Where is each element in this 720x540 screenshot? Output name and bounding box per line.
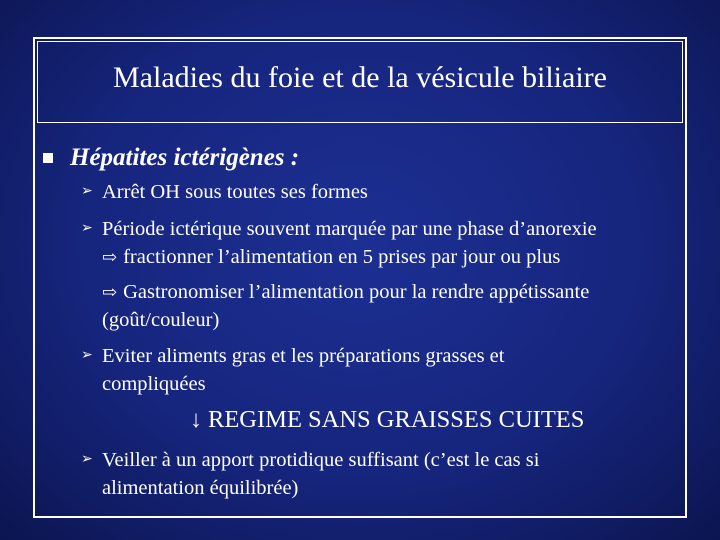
bullet-text: Période ictérique souvent marquée par une phase d’anorexie bbox=[102, 218, 597, 240]
arrowhead-bullet-icon: ➢ bbox=[81, 348, 93, 363]
arrowhead-bullet-icon: ➢ bbox=[81, 184, 93, 199]
arrowhead-bullet-icon: ➢ bbox=[81, 221, 93, 236]
bullet-text: alimentation équilibrée) bbox=[102, 477, 299, 499]
bullet-text: Arrêt OH sous toutes ses formes bbox=[102, 181, 368, 203]
hollow-right-arrow-icon: ⇨ bbox=[102, 247, 118, 267]
bullet-text: Eviter aliments gras et les préparations grasses et bbox=[102, 345, 505, 367]
section-heading: Hépatites ictérigènes : bbox=[70, 144, 300, 171]
continuation-line: ⇨ Gastronomiser l’alimentation pour la rendre appétissante bbox=[102, 281, 590, 303]
down-arrow-icon: ↓ bbox=[190, 407, 202, 433]
bullet-text: Veiller à un apport protidique suffisant (c’est le cas si bbox=[102, 449, 540, 471]
arrowhead-bullet-icon: ➢ bbox=[81, 452, 93, 467]
hollow-right-arrow-icon: ⇨ bbox=[102, 282, 118, 302]
regime-line: ↓ REGIME SANS GRAISSES CUITES bbox=[190, 406, 585, 433]
continuation-line: ⇨ fractionner l’alimentation en 5 prises par jour ou plus bbox=[102, 246, 561, 268]
continuation-line: (goût/couleur) bbox=[102, 309, 220, 331]
square-bullet-icon bbox=[43, 153, 53, 163]
slide-title: Maladies du foie et de la vésicule biliaire bbox=[113, 61, 607, 94]
bullet-text: compliquées bbox=[102, 373, 206, 395]
